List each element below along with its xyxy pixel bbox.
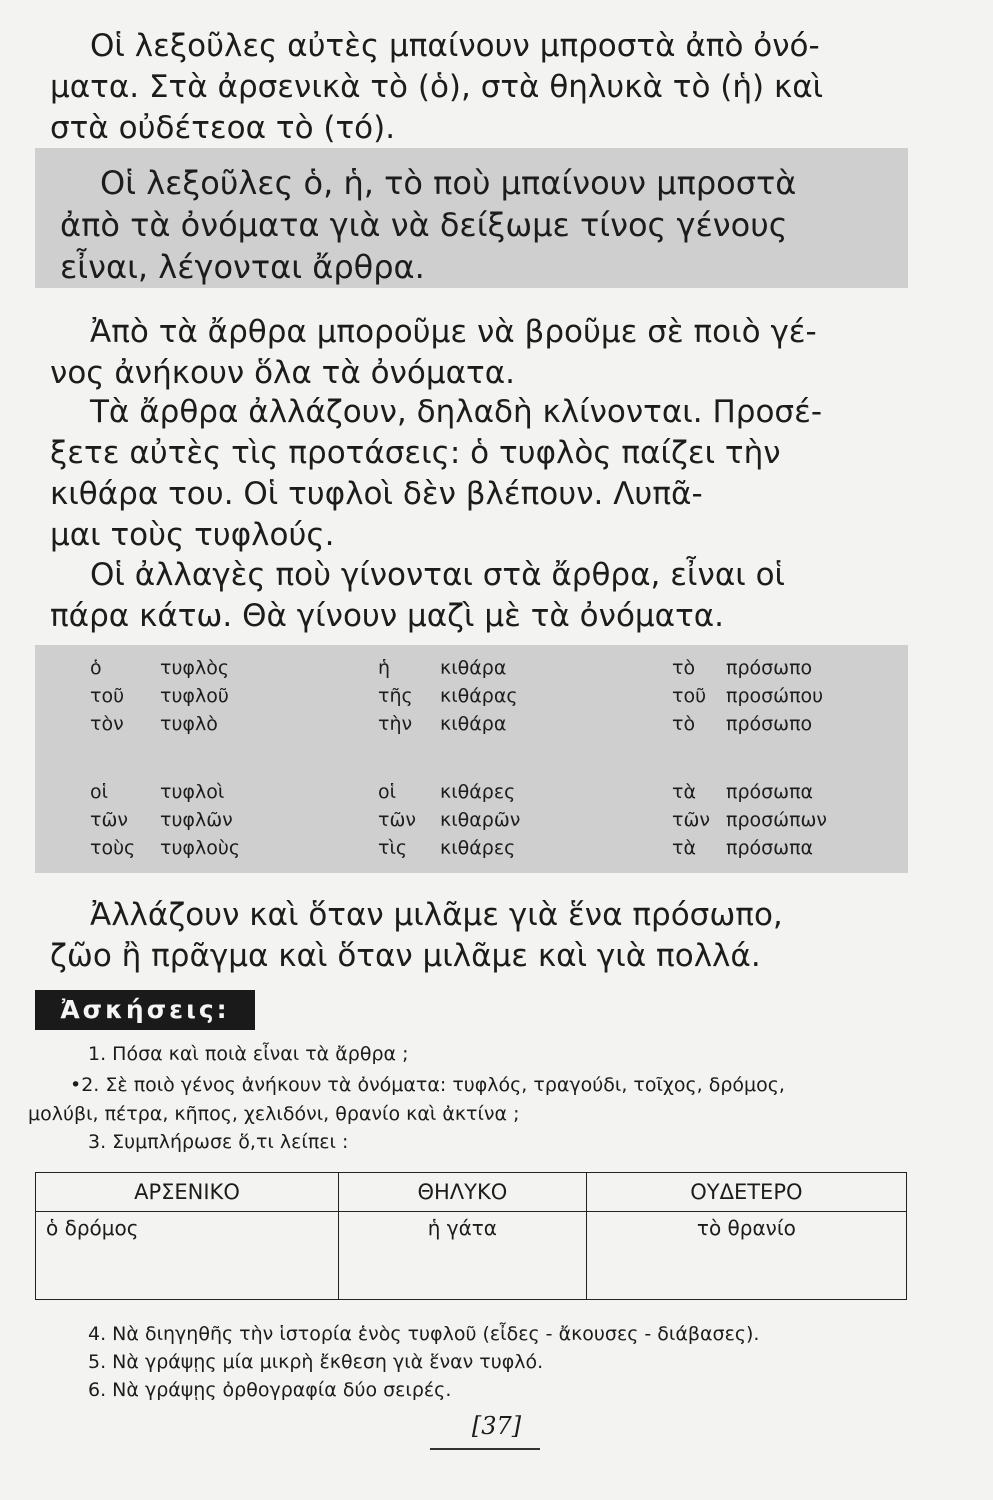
page-number-rule [430, 1448, 540, 1450]
exercises-heading: Ἀσκήσεις: [35, 990, 255, 1030]
paragraph-1-line-2: νος ἀνήκουν ὅλα τὰ ὀνόματα. [50, 355, 515, 391]
masc-pl-gen-noun: τυφλῶν [160, 809, 233, 831]
fem-sg-acc-noun: κιθάρα [440, 713, 507, 735]
masc-pl-nom-noun: τυφλοὶ [160, 781, 225, 803]
paragraph-2-line-4: μαι τοὺς τυφλούς. [50, 517, 335, 553]
neut-sg-gen: τοῦ [672, 685, 707, 707]
cell-masculine: ὁ δρόμος [36, 1212, 339, 1300]
fem-pl-acc: τὶς [378, 837, 408, 859]
neut-pl-nom: τὰ [672, 781, 696, 803]
intro-line-2: ματα. Στὰ ἀρσενικὰ τὸ (ὁ), στὰ θηλυκὰ τὸ (ἡ) καὶ [50, 69, 824, 105]
fem-sg-gen-noun: κιθάρας [440, 685, 518, 707]
header-masculine: ΑΡΣΕΝΙΚΟ [36, 1173, 339, 1212]
fem-pl-acc-noun: κιθάρες [440, 837, 516, 859]
paragraph-3-line-2: πάρα κάτω. Θὰ γίνουν μαζὶ μὲ τὰ ὀνόματα. [50, 598, 725, 634]
neut-pl-acc: τὰ [672, 837, 696, 859]
gender-table-header-row [36, 1173, 907, 1212]
masc-sg-nom: ὁ [90, 657, 102, 679]
exercise-5: 5. Νὰ γράψῃς μία μικρὴ ἔκθεση γιὰ ἕναν τυφλό. [88, 1351, 544, 1373]
fem-pl-nom-noun: κιθάρες [440, 781, 516, 803]
fem-sg-nom: ἡ [378, 657, 391, 679]
masc-sg-gen: τοῦ [90, 685, 125, 707]
page-number: [37] [471, 1412, 522, 1440]
masc-pl-acc-noun: τυφλοὺς [160, 837, 240, 859]
fem-sg-acc: τὴν [378, 713, 413, 735]
neut-pl-gen-noun: προσώπων [726, 809, 828, 831]
intro-line-3: στὰ οὐδέτεοα τὸ (τό). [50, 110, 396, 146]
gender-exercise-table [35, 1172, 907, 1300]
exercise-2-line-2: μολύβι, πέτρα, κῆπος, χελιδόνι, θρανίο καὶ ἀκτίνα ; [28, 1103, 520, 1125]
paragraph-2-line-1: Τὰ ἄρθρα ἀλλάζουν, δηλαδὴ κλίνονται. Προσέ- [90, 394, 823, 430]
fem-pl-gen-noun: κιθαρῶν [440, 809, 521, 831]
exercise-4: 4. Νὰ διηγηθῆς τὴν ἱστορία ἑνὸς τυφλοῦ (εἶδες - ἄκουσες - διάβασες). [88, 1323, 760, 1345]
closing-paragraph [50, 895, 900, 977]
masc-sg-acc-noun: τυφλὸ [160, 713, 218, 735]
masc-sg-gen-noun: τυφλοῦ [160, 685, 229, 707]
gender-table-body-row [36, 1212, 907, 1300]
definition-line-3: εἶναι, λέγονται ἄρθρα. [60, 248, 425, 286]
masc-pl-gen: τῶν [90, 809, 128, 831]
neut-sg-nom-noun: πρόσωπο [726, 657, 813, 679]
neut-sg-nom: τὸ [672, 657, 696, 679]
neut-pl-nom-noun: πρόσωπα [726, 781, 814, 803]
paragraph-2-line-3: κιθάρα του. Οἱ τυφλοὶ δὲν βλέπουν. Λυπᾶ- [50, 476, 703, 512]
neut-sg-acc-noun: πρόσωπο [726, 713, 813, 735]
masc-sg-nom-noun: τυφλὸς [160, 657, 229, 679]
exercise-2-line-1: •2. Σὲ ποιὸ γένος ἀνήκουν τὰ ὀνόματα: τυφλός, τραγούδι, τοῖχος, δρόμος, [70, 1074, 785, 1096]
neut-sg-acc: τὸ [672, 713, 696, 735]
fem-pl-nom: οἱ [378, 781, 397, 803]
closing-line-2: ζῶο ἢ πρᾶγμα καὶ ὅταν μιλᾶμε καὶ γιὰ πολλά. [50, 938, 761, 974]
exercise-1: 1. Πόσα καὶ ποιὰ εἶναι τὰ ἄρθρα ; [88, 1043, 409, 1065]
exercise-6: 6. Νὰ γράψῃς ὀρθογραφία δύο σειρές. [88, 1379, 452, 1401]
header-feminine: ΘΗΛΥΚΟ [338, 1173, 586, 1212]
neut-sg-gen-noun: προσώπου [726, 685, 824, 707]
fem-sg-nom-noun: κιθάρα [440, 657, 507, 679]
intro-line-1: Οἱ λεξοῦλες αὐτὲς μπαίνουν μπροστὰ ἀπὸ ὀνό- [90, 28, 820, 64]
cell-feminine: ἡ γάτα [338, 1212, 586, 1300]
definition-line-2: ἀπὸ τὰ ὀνόματα γιὰ νὰ δείξωμε τίνος γένους [60, 206, 788, 244]
neut-pl-gen: τῶν [672, 809, 710, 831]
paragraph-2-line-2: ξετε αὐτὲς τὶς προτάσεις: ὁ τυφλὸς παίζει τὴν [50, 435, 781, 471]
exercise-3: 3. Συμπλήρωσε ὅ,τι λείπει : [88, 1131, 349, 1153]
paragraph-1-line-1: Ἀπὸ τὰ ἄρθρα μποροῦμε νὰ βροῦμε σὲ ποιὸ γέ- [90, 314, 817, 350]
header-neuter: ΟΥΔΕΤΕΡΟ [586, 1173, 906, 1212]
neut-pl-acc-noun: πρόσωπα [726, 837, 814, 859]
paragraph-3-line-1: Οἱ ἀλλαγὲς ποὺ γίνονται στὰ ἄρθρα, εἶναι οἱ [90, 557, 786, 593]
definition-line-1: Οἱ λεξοῦλες ὁ, ἡ, τὸ ποὺ μπαίνουν μπροστὰ [100, 164, 797, 202]
masc-pl-acc: τοὺς [90, 837, 136, 859]
fem-pl-gen: τῶν [378, 809, 416, 831]
cell-neuter: τὸ θρανίο [586, 1212, 906, 1300]
masc-pl-nom: οἱ [90, 781, 109, 803]
fem-sg-gen: τῆς [378, 685, 413, 707]
masc-sg-acc: τὸν [90, 713, 124, 735]
closing-line-1: Ἀλλάζουν καὶ ὅταν μιλᾶμε γιὰ ἕνα πρόσωπο, [90, 897, 783, 933]
